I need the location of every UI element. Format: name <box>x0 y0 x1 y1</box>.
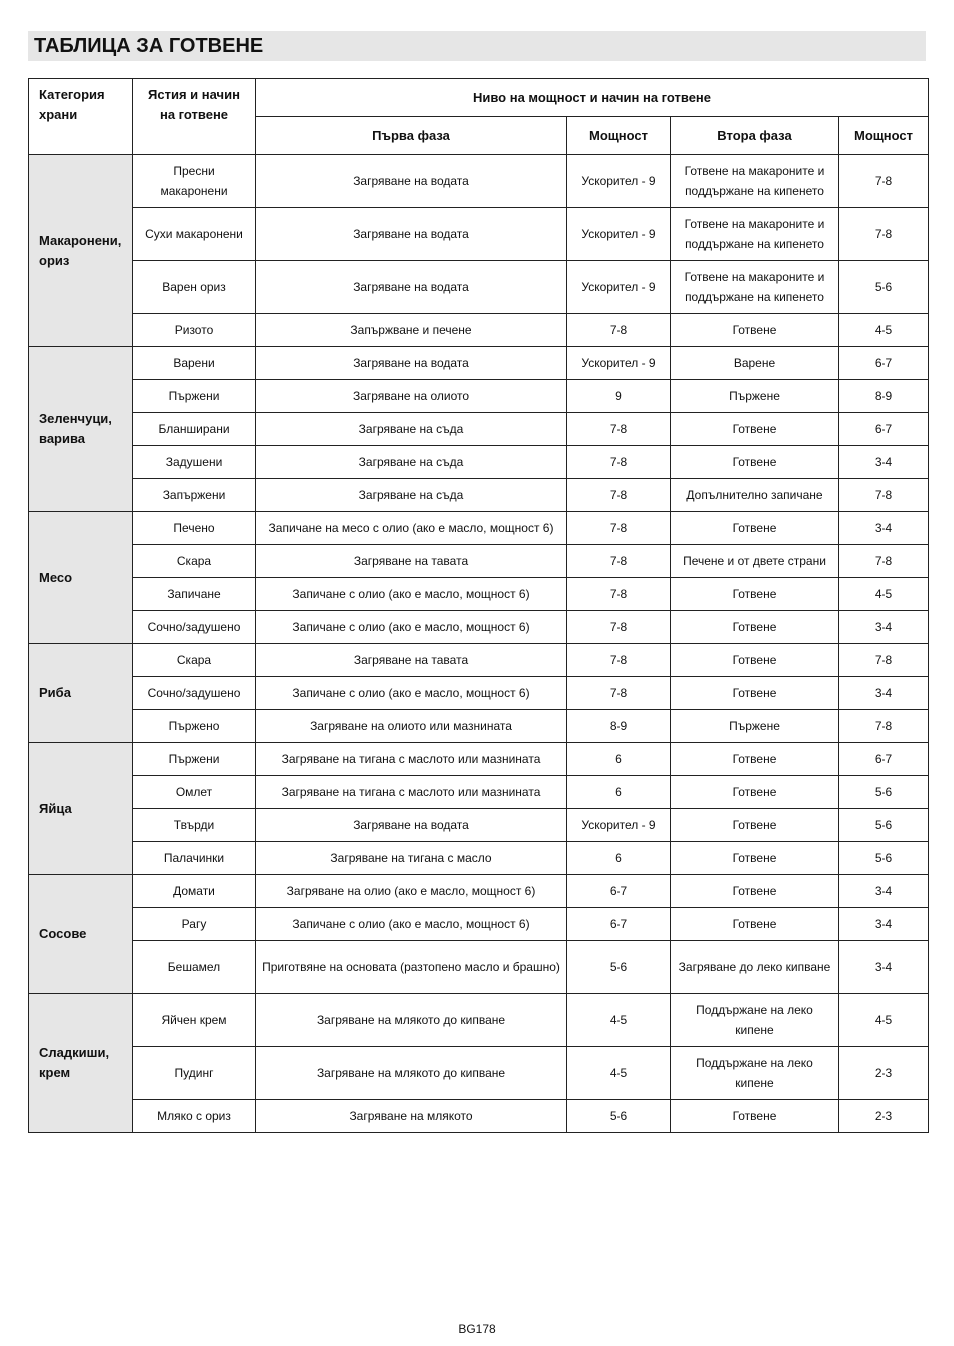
dish-cell: Запържени <box>133 479 256 512</box>
phase-2-cell: Готвене <box>671 875 839 908</box>
phase-2-cell: Готвене на макароните и поддържане на кипенето <box>671 261 839 314</box>
dish-cell: Ризото <box>133 314 256 347</box>
table-row <box>29 809 929 842</box>
dish-cell: Бешамел <box>133 941 256 994</box>
phase-1-cell: Загряване на тигана с масло <box>256 842 567 875</box>
power-2-cell: 8-9 <box>839 380 929 413</box>
page-number: BG178 <box>458 1322 496 1336</box>
header-power-1: Мощност <box>567 117 671 155</box>
dish-cell: Яйчен крем <box>133 994 256 1047</box>
table-row <box>29 875 929 908</box>
power-1-cell: 6-7 <box>567 875 671 908</box>
phase-2-cell: Готвене <box>671 1100 839 1133</box>
power-2-cell: 5-6 <box>839 809 929 842</box>
table-row <box>29 776 929 809</box>
phase-1-cell: Загряване на съда <box>256 479 567 512</box>
power-2-cell: 6-7 <box>839 413 929 446</box>
power-1-cell: 6 <box>567 743 671 776</box>
table-row <box>29 347 929 380</box>
power-2-cell: 7-8 <box>839 208 929 261</box>
table-row <box>29 611 929 644</box>
phase-1-cell: Загряване на млякото до кипване <box>256 1047 567 1100</box>
category-cell: Сосове <box>29 875 133 994</box>
phase-1-cell: Приготвяне на основата (разтопено масло и брашно) <box>256 941 567 994</box>
power-2-cell: 5-6 <box>839 776 929 809</box>
phase-2-cell: Готвене <box>671 644 839 677</box>
table-row <box>29 941 929 994</box>
phase-1-cell: Загряване на олио (ако е масло, мощност 6) <box>256 875 567 908</box>
table-row <box>29 479 929 512</box>
category-cell: Сладкиши, крем <box>29 994 133 1133</box>
power-1-cell: 7-8 <box>567 479 671 512</box>
power-2-cell: 7-8 <box>839 710 929 743</box>
phase-1-cell: Загряване на водата <box>256 208 567 261</box>
power-1-cell: 7-8 <box>567 545 671 578</box>
phase-2-cell: Готвене <box>671 809 839 842</box>
phase-2-cell: Пържене <box>671 380 839 413</box>
table-row <box>29 710 929 743</box>
power-2-cell: 4-5 <box>839 314 929 347</box>
dish-cell: Омлет <box>133 776 256 809</box>
phase-2-cell: Готвене <box>671 842 839 875</box>
power-2-cell: 3-4 <box>839 677 929 710</box>
phase-2-cell: Поддържане на леко кипене <box>671 1047 839 1100</box>
category-cell: Риба <box>29 644 133 743</box>
power-1-cell: 6-7 <box>567 908 671 941</box>
table-body <box>29 155 929 1133</box>
phase-1-cell: Загряване на водата <box>256 261 567 314</box>
power-1-cell: Ускорител - 9 <box>567 208 671 261</box>
power-2-cell: 6-7 <box>839 347 929 380</box>
phase-1-cell: Запичане на месо с олио (ако е масло, мощност 6) <box>256 512 567 545</box>
dish-cell: Варени <box>133 347 256 380</box>
phase-1-cell: Запържване и печене <box>256 314 567 347</box>
dish-cell: Задушени <box>133 446 256 479</box>
phase-2-cell: Готвене <box>671 776 839 809</box>
dish-cell: Рагу <box>133 908 256 941</box>
phase-1-cell: Загряване на водата <box>256 809 567 842</box>
power-2-cell: 2-3 <box>839 1047 929 1100</box>
cooking-table <box>28 78 929 1133</box>
phase-1-cell: Загряване на тавата <box>256 545 567 578</box>
table-row <box>29 644 929 677</box>
header-category: Категория храни <box>29 79 133 155</box>
phase-1-cell: Загряване на водата <box>256 347 567 380</box>
table-row <box>29 261 929 314</box>
page-title: ТАБЛИЦА ЗА ГОТВЕНЕ <box>34 35 264 57</box>
power-1-cell: Ускорител - 9 <box>567 155 671 208</box>
power-2-cell: 7-8 <box>839 479 929 512</box>
phase-2-cell: Готвене <box>671 743 839 776</box>
phase-1-cell: Запичане с олио (ако е масло, мощност 6) <box>256 611 567 644</box>
power-1-cell: 7-8 <box>567 314 671 347</box>
table-header <box>29 79 929 155</box>
power-1-cell: 7-8 <box>567 512 671 545</box>
power-1-cell: 4-5 <box>567 1047 671 1100</box>
dish-cell: Мляко с ориз <box>133 1100 256 1133</box>
phase-1-cell: Запичане с олио (ако е масло, мощност 6) <box>256 578 567 611</box>
dish-cell: Сочно/задушено <box>133 611 256 644</box>
phase-2-cell: Готвене <box>671 611 839 644</box>
dish-cell: Пресни макаронени <box>133 155 256 208</box>
phase-2-cell: Готвене <box>671 314 839 347</box>
power-1-cell: Ускорител - 9 <box>567 347 671 380</box>
dish-cell: Пудинг <box>133 1047 256 1100</box>
power-2-cell: 7-8 <box>839 545 929 578</box>
power-1-cell: 5-6 <box>567 941 671 994</box>
phase-2-cell: Готвене <box>671 413 839 446</box>
power-2-cell: 7-8 <box>839 155 929 208</box>
dish-cell: Твърди <box>133 809 256 842</box>
dish-cell: Скара <box>133 545 256 578</box>
category-cell: Месо <box>29 512 133 644</box>
phase-2-cell: Готвене <box>671 512 839 545</box>
table-row <box>29 994 929 1047</box>
table-row <box>29 1100 929 1133</box>
dish-cell: Сухи макаронени <box>133 208 256 261</box>
table-row <box>29 578 929 611</box>
phase-2-cell: Готвене на макароните и поддържане на кипенето <box>671 208 839 261</box>
power-1-cell: 7-8 <box>567 446 671 479</box>
category-cell: Яйца <box>29 743 133 875</box>
phase-2-cell: Поддържане на леко кипене <box>671 994 839 1047</box>
power-1-cell: 7-8 <box>567 578 671 611</box>
power-1-cell: 6 <box>567 776 671 809</box>
power-1-cell: 7-8 <box>567 611 671 644</box>
table-row <box>29 545 929 578</box>
phase-1-cell: Загряване на тавата <box>256 644 567 677</box>
power-2-cell: 5-6 <box>839 261 929 314</box>
power-1-cell: 9 <box>567 380 671 413</box>
phase-1-cell: Загряване на млякото до кипване <box>256 994 567 1047</box>
table-row <box>29 208 929 261</box>
table-row <box>29 446 929 479</box>
power-1-cell: 7-8 <box>567 413 671 446</box>
power-2-cell: 3-4 <box>839 875 929 908</box>
power-1-cell: 6 <box>567 842 671 875</box>
phase-2-cell: Печене и от двете страни <box>671 545 839 578</box>
power-1-cell: Ускорител - 9 <box>567 809 671 842</box>
table-row <box>29 677 929 710</box>
phase-2-cell: Готвене <box>671 908 839 941</box>
dish-cell: Запичане <box>133 578 256 611</box>
phase-1-cell: Запичане с олио (ако е масло, мощност 6) <box>256 677 567 710</box>
phase-2-cell: Готвене на макароните и поддържане на кипенето <box>671 155 839 208</box>
power-2-cell: 3-4 <box>839 446 929 479</box>
phase-2-cell: Варене <box>671 347 839 380</box>
header-power-level: Ниво на мощност и начин на готвене <box>256 79 929 117</box>
phase-1-cell: Запичане с олио (ако е масло, мощност 6) <box>256 908 567 941</box>
power-2-cell: 4-5 <box>839 578 929 611</box>
power-1-cell: 7-8 <box>567 644 671 677</box>
phase-1-cell: Загряване на млякото <box>256 1100 567 1133</box>
phase-2-cell: Готвене <box>671 578 839 611</box>
table-row <box>29 380 929 413</box>
power-2-cell: 3-4 <box>839 611 929 644</box>
dish-cell: Скара <box>133 644 256 677</box>
power-2-cell: 7-8 <box>839 644 929 677</box>
dish-cell: Пържени <box>133 743 256 776</box>
category-cell: Зеленчуци, варива <box>29 347 133 512</box>
dish-cell: Варен ориз <box>133 261 256 314</box>
power-2-cell: 2-3 <box>839 1100 929 1133</box>
power-2-cell: 6-7 <box>839 743 929 776</box>
header-phase-2: Втора фаза <box>671 117 839 155</box>
power-2-cell: 3-4 <box>839 908 929 941</box>
phase-1-cell: Загряване на олиото или мазнината <box>256 710 567 743</box>
dish-cell: Бланширани <box>133 413 256 446</box>
power-1-cell: 7-8 <box>567 677 671 710</box>
phase-1-cell: Загряване на съда <box>256 413 567 446</box>
power-2-cell: 4-5 <box>839 994 929 1047</box>
power-1-cell: 4-5 <box>567 994 671 1047</box>
power-2-cell: 3-4 <box>839 512 929 545</box>
header-phase-1: Първа фаза <box>256 117 567 155</box>
title-bar <box>28 31 926 61</box>
power-2-cell: 5-6 <box>839 842 929 875</box>
table-row <box>29 413 929 446</box>
power-1-cell: 5-6 <box>567 1100 671 1133</box>
table-row <box>29 314 929 347</box>
dish-cell: Печено <box>133 512 256 545</box>
dish-cell: Палачинки <box>133 842 256 875</box>
power-2-cell: 3-4 <box>839 941 929 994</box>
phase-1-cell: Загряване на тигана с маслото или мазнината <box>256 776 567 809</box>
phase-1-cell: Загряване на тигана с маслото или мазнината <box>256 743 567 776</box>
table-row <box>29 908 929 941</box>
table-row <box>29 512 929 545</box>
power-1-cell: 8-9 <box>567 710 671 743</box>
phase-1-cell: Загряване на съда <box>256 446 567 479</box>
dish-cell: Пържени <box>133 380 256 413</box>
dish-cell: Сочно/задушено <box>133 677 256 710</box>
table-row <box>29 1047 929 1100</box>
header-dish: Ястия и начин на готвене <box>133 79 256 155</box>
header-power-2: Мощност <box>839 117 929 155</box>
category-cell: Макаронени, ориз <box>29 155 133 347</box>
phase-2-cell: Готвене <box>671 446 839 479</box>
phase-2-cell: Допълнително запичане <box>671 479 839 512</box>
power-1-cell: Ускорител - 9 <box>567 261 671 314</box>
table-row <box>29 743 929 776</box>
phase-2-cell: Пържене <box>671 710 839 743</box>
table-row <box>29 842 929 875</box>
phase-1-cell: Загряване на водата <box>256 155 567 208</box>
phase-2-cell: Загряване до леко кипване <box>671 941 839 994</box>
dish-cell: Домати <box>133 875 256 908</box>
dish-cell: Пържено <box>133 710 256 743</box>
phase-2-cell: Готвене <box>671 677 839 710</box>
phase-1-cell: Загряване на олиото <box>256 380 567 413</box>
table-row <box>29 155 929 208</box>
